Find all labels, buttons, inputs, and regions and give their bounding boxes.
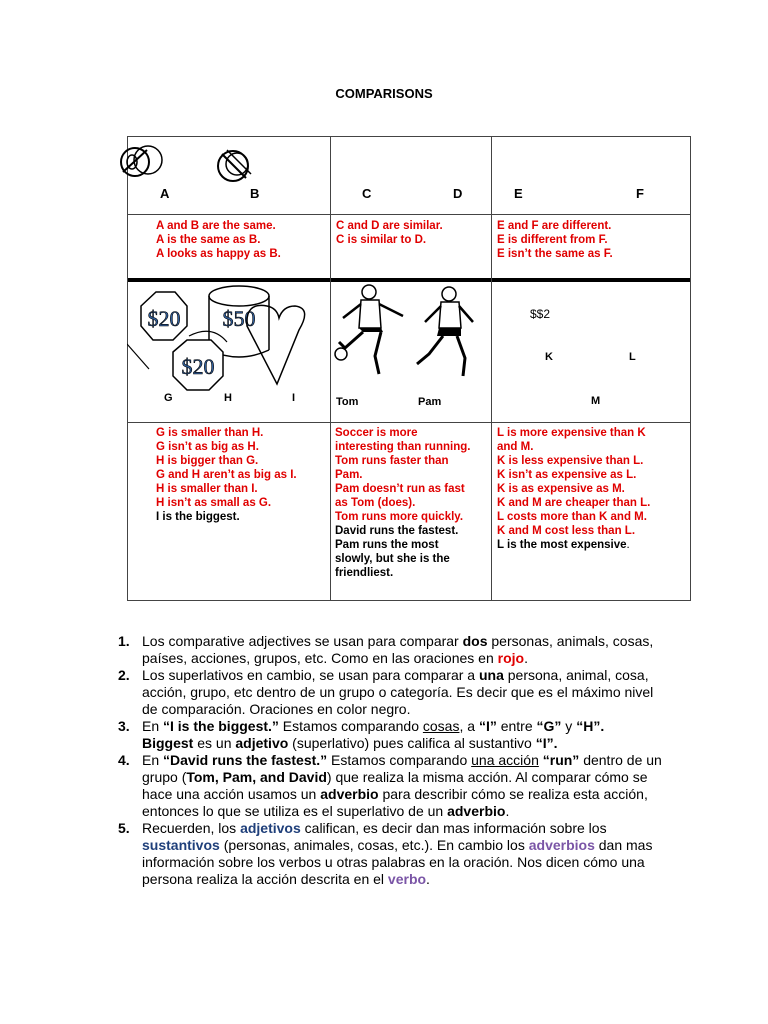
label-c: C bbox=[362, 186, 372, 201]
label-g: G bbox=[164, 392, 173, 404]
soccer-players-picture bbox=[333, 282, 489, 384]
cell-ef-sentences: E and F are different. E is different from F. E isn’t the same as F. bbox=[497, 220, 613, 260]
note-2: 2. Los superlativos en cambio, se usan para comparar a una persona, animal, cosa, acción, grupo, etc dentro de un grupo o categoría. Es decir que es el máximo nivel de comparación. Oraciones en color negro. bbox=[118, 667, 654, 717]
name-tom: Tom bbox=[336, 396, 359, 408]
label-b: B bbox=[250, 186, 260, 201]
name-pam: Pam bbox=[418, 396, 442, 408]
note-4: 4. En “David runs the fastest.” Estamos comparando una acción “run” dentro de un grupo (Tom, Pam, and David) que realiza la misma acción. Al comparar cómo se hace una acción usamos un adverbio para describir cómo se realiza esta acción, entonces lo que se utiliza es el superlativo de un adverbio. bbox=[118, 752, 662, 819]
money-label-i: $20 bbox=[181, 354, 215, 379]
note-1: 1. Los comparative adjectives se usan para comparar dos personas, animals, cosas, países, acciones, grupos, etc. Como en las oraciones en rojo. bbox=[118, 633, 654, 666]
cash-label: $$2 bbox=[530, 307, 551, 321]
money-label-g: $20 bbox=[147, 306, 181, 331]
cell-soccer-sentences: Soccer is more interesting than running. Tom runs faster than Pam. Pam doesn’t run as fast as Tom (does). Tom runs more quickly. David runs the fastest. Pam runs the most slowly, but she is the friendliest. bbox=[335, 427, 471, 579]
table-border-bottom bbox=[127, 600, 691, 601]
crossed-sad-icon bbox=[213, 144, 259, 186]
table-border-top bbox=[127, 136, 691, 137]
notes-list bbox=[118, 633, 670, 888]
col-divider bbox=[491, 136, 492, 601]
cell-cd-sentences: C and D are similar. C is similar to D. bbox=[336, 220, 443, 246]
label-e: E bbox=[514, 186, 523, 201]
row-divider bbox=[127, 422, 691, 423]
cell-ab-sentences: A and B are the same. A is the same as B. A looks as happy as B. bbox=[156, 220, 281, 260]
row-divider bbox=[127, 214, 691, 215]
cell-ghi-sentences: G is smaller than H. G isn’t as big as H. H is bigger than G. G and H aren’t as big as I. H is smaller than I. H isn’t as small as G. I is the biggest. bbox=[156, 427, 297, 523]
label-l: L bbox=[629, 351, 636, 363]
label-h: H bbox=[224, 392, 232, 404]
money-label-h: $50 bbox=[222, 306, 256, 331]
page-title: COMPARISONS bbox=[335, 86, 433, 101]
label-m: M bbox=[591, 395, 601, 407]
money-shapes-picture bbox=[127, 284, 327, 402]
cell-klm-sentences: L is more expensive than K and M. K is less expensive than L. K isn’t as expensive as L. K is as expensive as M. K and M are cheaper than L. L costs more than K and M. K and M cost less than L. L is the most expensive. bbox=[497, 427, 651, 551]
label-f: F bbox=[636, 186, 644, 201]
label-k: K bbox=[545, 351, 553, 363]
label-d: D bbox=[453, 186, 463, 201]
comparison-table bbox=[127, 136, 691, 601]
note-3: 3. En “I is the biggest.” Estamos comparando cosas, a “I” entre “G” y “H”. Biggest es un adjetivo (superlativo) pues califica al sustantivo “I”. bbox=[118, 718, 605, 751]
col-divider bbox=[330, 136, 331, 601]
table-border-right bbox=[690, 136, 691, 601]
label-i: I bbox=[292, 392, 296, 404]
note-5: 5. Recuerden, los adjetivos califican, es decir dan mas información sobre los sustantivos (personas, animales, cosas, etc.). En cambio los adverbios dan mas información sobre los verbos u otras palabras en la oración. Nos dicen cómo una persona realiza la acción descrita en el verbo. bbox=[118, 820, 653, 887]
crossed-smiley-icon bbox=[115, 140, 175, 186]
label-a: A bbox=[160, 186, 170, 201]
